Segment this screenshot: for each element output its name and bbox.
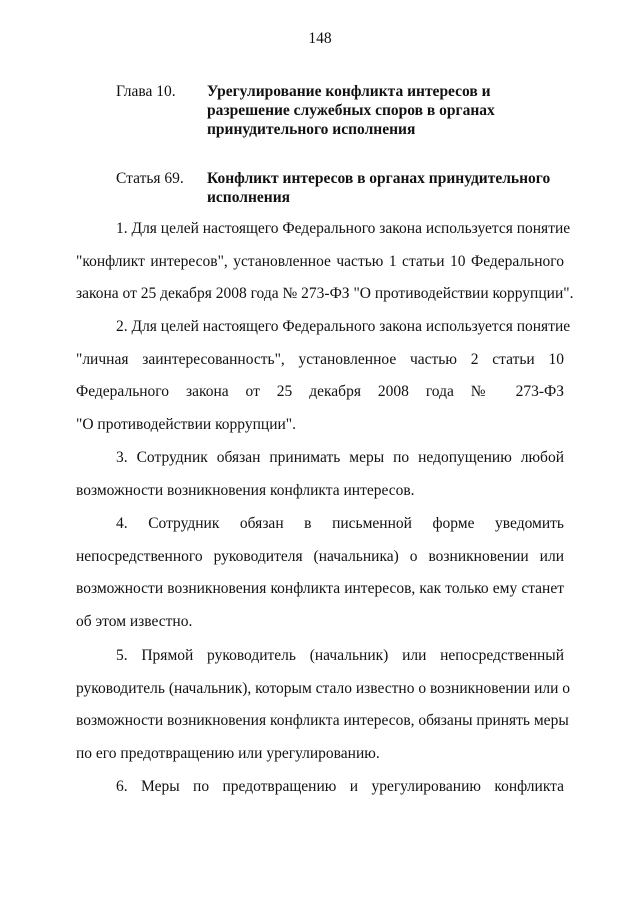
article-label: Статья 69.: [116, 170, 184, 187]
paragraph-line: руководитель (начальник), которым стало известно о возникновении или о: [76, 679, 571, 697]
paragraph-line: закона от 25 декабря 2008 года № 273-ФЗ "О противодействии коррупции".: [76, 285, 574, 302]
paragraph-line: 4. Сотрудник обязан в письменной форме уведомить: [116, 515, 564, 532]
paragraph-line: 5. Прямой руководитель (начальник) или непосредственный: [116, 647, 564, 664]
paragraph-line: 2. Для целей настоящего Федерального закона используется понятие: [116, 318, 571, 335]
paragraph-line: Федерального закона от 25 декабря 2008 года № 273-ФЗ: [76, 383, 564, 400]
paragraph-line: непосредственного руководителя (начальника) о возникновении или: [76, 547, 564, 565]
paragraph-line: 6. Меры по предотвращению и урегулированию конфликта: [116, 778, 564, 795]
page-number: 148: [308, 30, 332, 47]
chapter-title-line: Урегулирование конфликта интересов и: [207, 83, 491, 100]
article-title-line: исполнения: [207, 189, 291, 206]
paragraph-line: "личная заинтересованность", установленное частью 2 статьи 10: [76, 350, 564, 368]
paragraph-line: по его предотвращению или урегулированию.: [76, 744, 380, 762]
paragraph-5: [76, 640, 571, 770]
paragraph-2: [76, 311, 571, 441]
paragraph-line: об этом известно.: [76, 612, 193, 630]
article-title: [207, 169, 587, 207]
paragraph-line: "О противодействии коррупции".: [76, 415, 296, 433]
article-title-line: Конфликт интересов в органах принудительного: [207, 170, 551, 187]
paragraph-line: "конфликт интересов", установленное частью 1 статьи 10 Федерального: [76, 252, 564, 270]
paragraph-line: 1. Для целей настоящего Федерального закона используется понятие: [116, 220, 571, 237]
paragraph-1: [76, 213, 574, 311]
chapter-title-line: принудительного исполнения: [207, 121, 416, 138]
paragraph-3: [76, 442, 564, 507]
chapter-label: Глава 10.: [116, 83, 176, 100]
paragraph-line: 3. Сотрудник обязан принимать меры по недопущению любой: [116, 449, 564, 466]
chapter-title-line: разрешение служебных споров в органах: [207, 102, 495, 119]
paragraph-line: возможности возникновения конфликта интересов, как только ему станет: [76, 580, 564, 597]
paragraph-6: [76, 771, 564, 804]
chapter-title: [207, 82, 567, 139]
paragraph-line: возможности возникновения конфликта интересов.: [76, 481, 415, 499]
paragraph-4: [76, 508, 564, 638]
paragraph-line: возможности возникновения конфликта интересов, обязаны принять меры: [76, 712, 569, 729]
